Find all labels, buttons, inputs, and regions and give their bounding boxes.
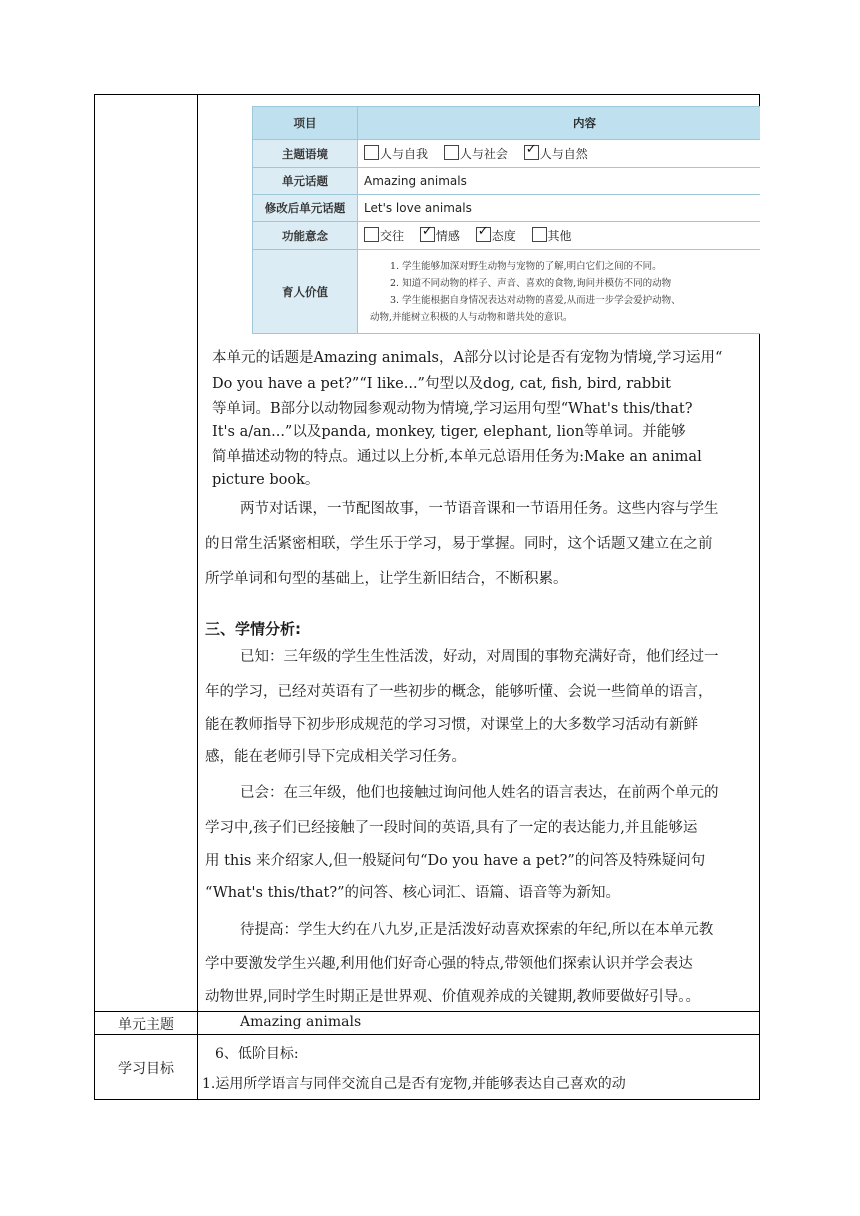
analysis-line: It's a/an...”以及panda, monkey, tiger, elephant, lion等单词。并能够 — [212, 424, 686, 440]
analysis-line: Do you have a pet?”“I like...”句型以及dog, cat, fish, bird, rabbit — [212, 376, 671, 392]
option-label: 交往 — [380, 229, 405, 243]
function-options — [358, 222, 761, 250]
lesson-line: 所学单词和句型的基础上，让学生新旧结合，不断积累。 — [205, 571, 568, 587]
header-content: 内容 — [358, 107, 761, 140]
able-line: “What's this/that?”的问答、核心词汇、语篇、语音等为新知。 — [205, 885, 621, 901]
value-line: 1. 学生能够加深对野生动物与宠物的了解,明白它们之间的不同。 — [390, 260, 662, 272]
checkbox-checked — [524, 142, 539, 160]
able-line: 用 this 来介绍家人,但一般疑问句“Do you have a pet?”的问答及特殊疑问句 — [205, 853, 706, 869]
unit-theme-value: Amazing animals — [240, 1014, 362, 1030]
checkbox — [364, 227, 379, 242]
check-icon: ✓ — [477, 224, 489, 239]
lesson-line: 的日常生活紧密相联，学生乐于学习，易于掌握。同时，这个话题又建立在之前 — [205, 536, 713, 552]
objective-line: 6、低阶目标: — [215, 1046, 299, 1062]
row-label: 主题语境 — [253, 140, 358, 168]
table-border-bottom — [94, 1099, 760, 1100]
check-icon: ✓ — [421, 224, 433, 239]
row-label: 功能意念 — [253, 222, 358, 250]
row-context — [253, 140, 761, 168]
analysis-line: picture book。 — [212, 472, 320, 488]
table-border-left — [94, 94, 95, 1100]
value-line: 3. 学生能根据自身情况表达对动物的喜爱,从而进一步学会爱护动物、 — [390, 294, 681, 306]
table-row-divider — [94, 1011, 760, 1012]
known-line: 年的学习，已经对英语有了一些初步的概念，能够听懂、会说一些简单的语言， — [205, 684, 713, 700]
checkbox-checked — [420, 224, 435, 242]
row-label: 修改后单元话题 — [253, 195, 358, 222]
row-function — [253, 222, 761, 250]
row-label: 单元话题 — [253, 168, 358, 195]
checkbox — [444, 145, 459, 160]
option-label: 情感 — [435, 229, 460, 243]
known-line: 感，能在老师引导下完成相关学习任务。 — [205, 749, 466, 765]
revised-topic-value: Let's love animals — [358, 195, 761, 222]
check-icon: ✓ — [525, 142, 537, 157]
section-title: 三、学情分析: — [205, 620, 301, 638]
improve-line: 动物世界,同时学生时期正是世界观、价值观养成的关键期,教师要做好引导。。 — [205, 989, 700, 1005]
known-line: 能在教师指导下初步形成规范的学习习惯，对课堂上的大多数学习活动有新鲜 — [205, 717, 698, 733]
row-unit-topic — [253, 168, 761, 195]
checkbox — [364, 145, 379, 160]
topic-table — [252, 106, 760, 336]
improve-line: 待提高：学生大约在八九岁,正是活泼好动喜欢探索的年纪,所以在本单元教 — [240, 922, 714, 938]
table-column-divider — [197, 94, 198, 1100]
row-label: 育人价值 — [253, 250, 358, 334]
row-values — [253, 250, 761, 334]
values-content — [358, 250, 761, 334]
analysis-line: 本单元的话题是Amazing animals，A部分以讨论是否有宠物为情境,学习运用“ — [212, 350, 723, 366]
objective-line: 1.运用所学语言与同伴交流自己是否有宠物,并能够表达自己喜欢的动 — [202, 1076, 626, 1092]
objectives-label: 学习目标 — [118, 1061, 174, 1077]
analysis-line: 简单描述动物的特点。通过以上分析,本单元总语用任务为:Make an animal — [212, 449, 702, 465]
topic-table-header — [253, 107, 761, 140]
improve-line: 学中要激发学生兴趣,利用他们好奇心强的特点,带领他们探索认识并学会表达 — [205, 956, 693, 972]
table-row-divider — [94, 1034, 760, 1035]
known-line: 已知：三年级的学生生性活泼，好动，对周围的事物充满好奇，他们经过一 — [240, 649, 719, 665]
option-label: 其他 — [547, 229, 572, 243]
unit-topic-value: Amazing animals — [358, 168, 761, 195]
header-item: 项目 — [253, 107, 358, 140]
checkbox-checked — [476, 224, 491, 242]
analysis-line: 等单词。B部分以动物园参观动物为情境,学习运用句型“What's this/that? — [212, 401, 693, 417]
option-label: 人与自然 — [539, 147, 588, 161]
able-line: 学习中,孩子们已经接触了一段时间的英语,具有了一定的表达能力,并且能够运 — [205, 820, 698, 836]
option-label: 人与社会 — [459, 147, 508, 161]
row-revised-topic — [253, 195, 761, 222]
lesson-line: 两节对话课，一节配图故事，一节语音课和一节语用任务。这些内容与学生 — [240, 501, 719, 517]
option-label: 人与自我 — [380, 147, 429, 161]
unit-theme-label: 单元主题 — [118, 1017, 174, 1033]
context-options — [358, 140, 761, 168]
able-line: 已会：在三年级，他们也接触过询问他人姓名的语言表达，在前两个单元的 — [240, 785, 719, 801]
table-border-top — [94, 94, 760, 95]
value-line: 动物,并能树立积极的人与动物和谐共处的意识。 — [370, 311, 573, 323]
option-label: 态度 — [491, 229, 516, 243]
checkbox — [532, 227, 547, 242]
value-line: 2. 知道不同动物的样子、声音、喜欢的食物,询问并模仿不同的动物 — [390, 277, 672, 289]
